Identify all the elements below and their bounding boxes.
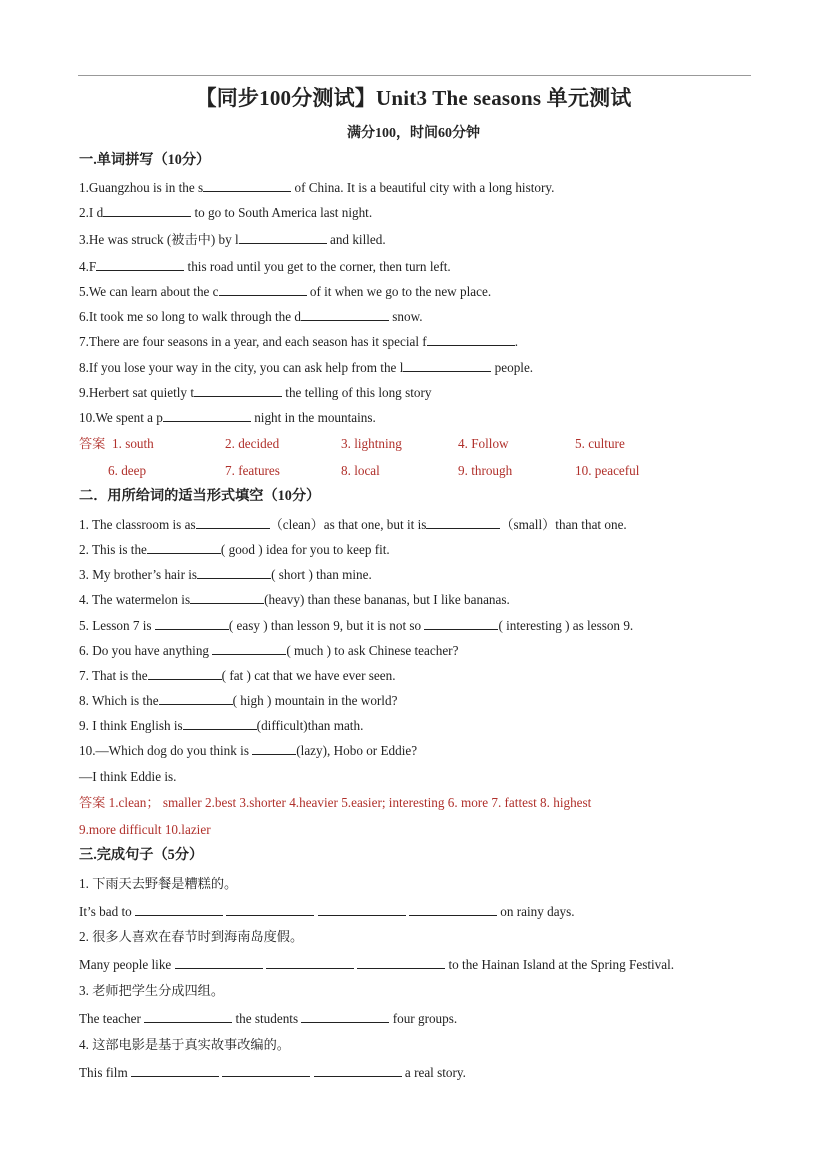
- answer-blank[interactable]: [96, 259, 184, 271]
- answer-blank[interactable]: [219, 284, 307, 296]
- spelling-question: [79, 385, 431, 401]
- answer-label: 答案: [79, 436, 106, 451]
- sentence-text: of it when we go to the new place.: [306, 284, 492, 299]
- part2-answers-line2: 9.more difficult 10.lazier: [79, 822, 211, 837]
- answer-blank[interactable]: [135, 904, 223, 916]
- sentence-text: 2. This is the: [79, 542, 147, 557]
- answer-blank[interactable]: [212, 643, 286, 655]
- answer-blank[interactable]: [301, 1011, 389, 1023]
- sentence-text: 5.We can learn about the c: [79, 284, 219, 299]
- sentence-text: this road until you get to the corner, then turn left.: [184, 259, 451, 274]
- fill-in-question: [79, 542, 390, 558]
- sentence-text: (difficult)than math.: [256, 718, 364, 733]
- sentence-text: （small）than that one.: [500, 517, 627, 532]
- answer-item: 7. features: [225, 463, 280, 478]
- fill-in-question: [79, 743, 417, 759]
- spelling-question: [79, 180, 554, 196]
- sentence-text: （clean）as that one, but it is: [269, 517, 427, 532]
- answer-blank[interactable]: [163, 410, 251, 422]
- sentence-text: 6. Do you have anything: [79, 643, 213, 658]
- answer-blank[interactable]: [427, 334, 515, 346]
- sentence-text: people.: [491, 360, 534, 375]
- sentence-text: 7. That is the: [79, 668, 148, 683]
- answer-blank[interactable]: [252, 743, 296, 755]
- sentence-text: .: [514, 334, 518, 349]
- sentence-text: 8.If you lose your way in the city, you can ask help from the l: [79, 360, 404, 375]
- answer-blank[interactable]: [144, 1011, 232, 1023]
- sentence-text: the telling of this long story: [282, 385, 432, 400]
- answer-blank[interactable]: [426, 517, 500, 529]
- answer-blank[interactable]: [148, 668, 222, 680]
- fill-in-question: [79, 718, 363, 734]
- fill-in-question: [79, 693, 397, 709]
- answer-blank[interactable]: [147, 542, 221, 554]
- answer-blank[interactable]: [190, 592, 264, 604]
- sentence-text: ( high ) mountain in the world?: [232, 693, 398, 708]
- english-sentence: [79, 1011, 457, 1027]
- part2-heading: 二．用所给词的适当形式填空（10分）: [79, 488, 321, 504]
- answer-blank[interactable]: [222, 1065, 310, 1077]
- sentence-text: 10.We spent a p: [79, 410, 163, 425]
- sentence-text: the students: [232, 1011, 302, 1026]
- sentence-text: 2.I d: [79, 205, 104, 220]
- sentence-text: 9. I think English is: [79, 718, 183, 733]
- chinese-prompt: 2. 很多人喜欢在春节时到海南岛度假。: [79, 929, 304, 944]
- answer-blank[interactable]: [357, 957, 445, 969]
- answer-blank[interactable]: [203, 180, 291, 192]
- sentence-text: 3.He was struck (被击中) by l: [79, 232, 239, 247]
- fill-in-question: [79, 567, 372, 583]
- part1-answers-row1: [79, 436, 759, 452]
- sentence-text: —I think Eddie is.: [79, 769, 177, 784]
- answer-item: 6. deep: [108, 463, 147, 478]
- sentence-text: 7.There are four seasons in a year, and each season has it special f: [79, 334, 427, 349]
- sentence-text: (heavy) than these bananas, but I like bananas.: [264, 592, 510, 607]
- sentence-text: a real story.: [401, 1065, 466, 1080]
- sentence-text: 1.Guangzhou is in the s: [79, 180, 204, 195]
- sentence-text: 9.Herbert sat quietly t: [79, 385, 194, 400]
- chinese-prompt: 3. 老师把学生分成四组。: [79, 983, 225, 998]
- sentence-text: of China. It is a beautiful city with a long history.: [291, 180, 555, 195]
- answer-blank[interactable]: [403, 360, 491, 372]
- answer-item: 3. lightning: [341, 436, 402, 451]
- chinese-prompt: 4. 这部电影是基于真实故事改编的。: [79, 1037, 290, 1052]
- page-subtitle: 满分100，时间60分钟: [347, 126, 480, 141]
- answer-blank[interactable]: [196, 517, 270, 529]
- fill-in-question: [79, 517, 627, 533]
- english-sentence: [79, 1065, 466, 1081]
- answer-blank[interactable]: [239, 232, 327, 244]
- fill-in-question: [79, 643, 458, 659]
- chinese-prompt: 1. 下雨天去野餐是糟糕的。: [79, 876, 238, 891]
- sentence-text: ( much ) to ask Chinese teacher?: [286, 643, 459, 658]
- part2-answers-line1: 答案 1.clean； smaller 2.best 3.shorter 4.heavier 5.easier; interesting 6. more 7. fattest 8. highest: [79, 795, 592, 810]
- answer-blank[interactable]: [183, 718, 257, 730]
- spelling-question: [79, 360, 533, 376]
- answer-item: 8. local: [341, 463, 380, 478]
- answer-blank[interactable]: [318, 904, 406, 916]
- sentence-text: 4.F: [79, 259, 97, 274]
- sentence-text: ( short ) than mine.: [271, 567, 372, 582]
- answer-blank[interactable]: [301, 309, 389, 321]
- answer-item: 5. culture: [575, 436, 625, 451]
- answer-blank[interactable]: [175, 957, 263, 969]
- answer-item: 10. peaceful: [575, 463, 640, 478]
- answer-blank[interactable]: [226, 904, 314, 916]
- sentence-text: It’s bad to: [79, 904, 136, 919]
- english-sentence: [79, 904, 575, 920]
- answer-blank[interactable]: [424, 618, 498, 630]
- spelling-question: [79, 259, 451, 275]
- sentence-text: 4. The watermelon is: [79, 592, 191, 607]
- answer-item: 4. Follow: [458, 436, 509, 451]
- sentence-text: to the Hainan Island at the Spring Festival.: [445, 957, 675, 972]
- sentence-text: and killed.: [326, 232, 386, 247]
- answer-item: 2. decided: [225, 436, 280, 451]
- spelling-question: [79, 410, 376, 426]
- sentence-text: ( good ) idea for you to keep fit.: [220, 542, 390, 557]
- spelling-question: [79, 284, 491, 300]
- answer-blank[interactable]: [409, 904, 497, 916]
- sentence-text: snow.: [388, 309, 423, 324]
- spelling-question: [79, 334, 518, 350]
- fill-in-question: [79, 592, 510, 608]
- sentence-text: on rainy days.: [496, 904, 575, 919]
- sentence-text: four groups.: [389, 1011, 458, 1026]
- sentence-text: 6.It took me so long to walk through the d: [79, 309, 301, 324]
- sentence-text: 8. Which is the: [79, 693, 159, 708]
- answer-item: 1. south: [112, 436, 154, 451]
- spelling-question: [79, 309, 423, 325]
- spelling-question: [79, 232, 386, 248]
- answer-blank[interactable]: [131, 1065, 219, 1077]
- sentence-text: ( easy ) than lesson 9, but it is not so: [228, 618, 425, 633]
- answer-blank[interactable]: [103, 205, 191, 217]
- fill-in-question: [79, 668, 396, 684]
- sentence-text: 10.—Which dog do you think is: [79, 743, 253, 758]
- part1-answers-row2: [79, 463, 759, 479]
- answer-blank[interactable]: [194, 385, 282, 397]
- answer-blank[interactable]: [197, 567, 271, 579]
- answer-blank[interactable]: [159, 693, 233, 705]
- spelling-question: [79, 205, 372, 221]
- header-rule: [78, 75, 751, 76]
- sentence-text: ( interesting ) as lesson 9.: [498, 618, 634, 633]
- answer-blank[interactable]: [314, 1065, 402, 1077]
- page-title: 【同步100分测试】Unit3 The seasons 单元测试: [195, 86, 632, 110]
- sentence-text: 3. My brother’s hair is: [79, 567, 198, 582]
- fill-in-question: [79, 769, 176, 785]
- answer-blank[interactable]: [155, 618, 229, 630]
- sentence-text: night in the mountains.: [250, 410, 376, 425]
- sentence-text: to go to South America last night.: [191, 205, 373, 220]
- sentence-text: ( fat ) cat that we have ever seen.: [221, 668, 396, 683]
- sentence-text: 1. The classroom is as: [79, 517, 196, 532]
- sentence-text: The teacher: [79, 1011, 145, 1026]
- fill-in-question: [79, 618, 633, 634]
- answer-blank[interactable]: [266, 957, 354, 969]
- part1-heading: 一.单词拼写（10分）: [79, 152, 211, 168]
- answer-item: 9. through: [458, 463, 513, 478]
- part3-heading: 三.完成句子（5分）: [79, 847, 204, 863]
- sentence-text: (lazy), Hobo or Eddie?: [296, 743, 418, 758]
- english-sentence: [79, 957, 674, 973]
- sentence-text: Many people like: [79, 957, 175, 972]
- sentence-text: 5. Lesson 7 is: [79, 618, 155, 633]
- sentence-text: This film: [79, 1065, 132, 1080]
